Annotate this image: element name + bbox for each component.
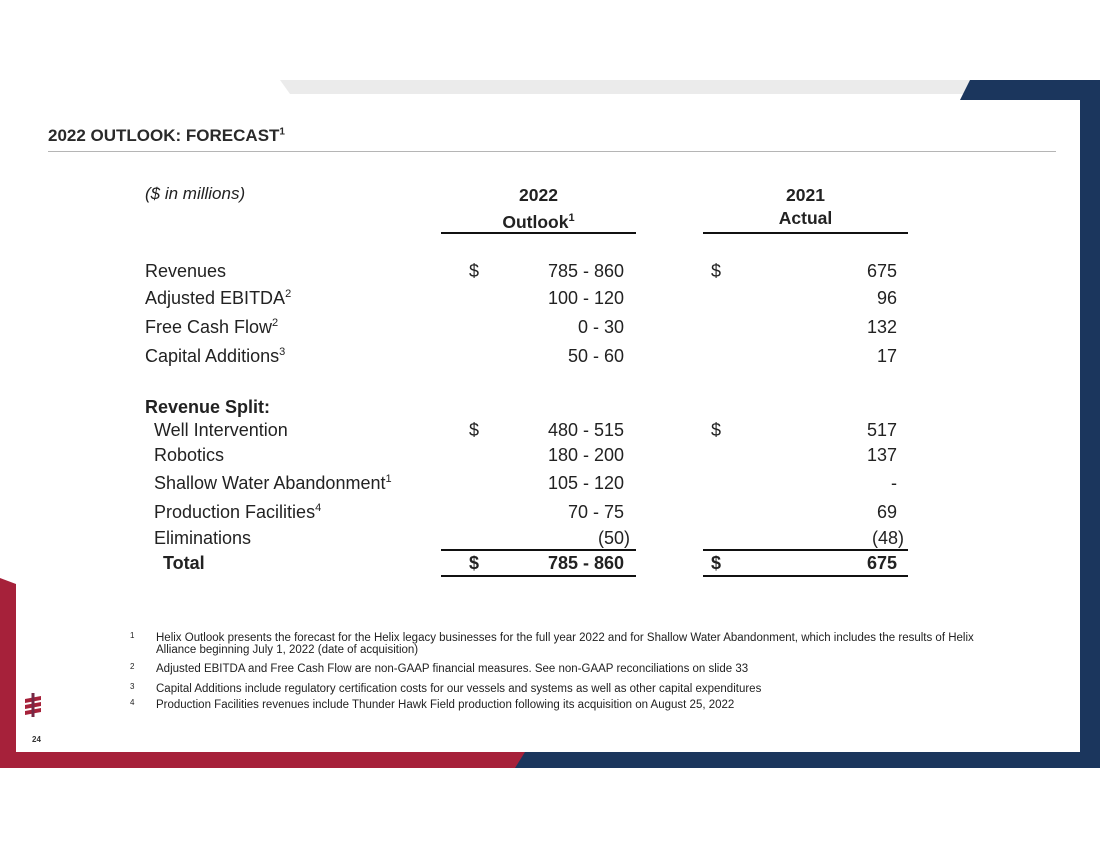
footnote-text: Helix Outlook presents the forecast for the Helix legacy businesses for the full year 2022 and for Shallow Water Abandonment, which includes the results of Helix Alliance beginning July 1, 2022 (date of acquisition) xyxy=(156,632,974,656)
currency-2022: $ xyxy=(469,553,480,573)
header-rule-2021 xyxy=(703,232,908,234)
bottom-red-bar xyxy=(0,752,530,768)
footnote-text: Production Facilities revenues include Thunder Hawk Field production following its acquisition on August 25, 2022 xyxy=(156,699,735,711)
value-2022: 480 - 515 xyxy=(547,420,624,440)
header-gray-band xyxy=(280,80,980,94)
units-note: ($ in millions) xyxy=(145,184,246,203)
total-label: Total xyxy=(163,553,205,573)
right-navy-border xyxy=(1080,80,1100,768)
row-label: Revenues xyxy=(145,261,227,281)
total-rule-2021 xyxy=(703,575,908,577)
row-label: Eliminations xyxy=(154,528,252,548)
title-divider xyxy=(48,151,1056,152)
currency-2021: $ xyxy=(711,261,722,281)
total-value-2021: 675 xyxy=(866,553,897,573)
value-2021: 675 xyxy=(866,261,897,281)
footnote-text: Capital Additions include regulatory certification costs for our vessels and systems as well as other capital expenditures xyxy=(156,683,762,695)
value-2021: 517 xyxy=(866,420,897,440)
value-2021: 69 xyxy=(876,502,897,522)
currency-2021: $ xyxy=(711,420,722,440)
header-navy-corner xyxy=(960,80,1100,100)
slide-title: 2022 OUTLOOK: FORECAST$^1$ xyxy=(48,126,285,145)
helix-logo-icon xyxy=(24,693,42,717)
value-2021: 132 xyxy=(866,317,897,337)
row-label: Well Intervention xyxy=(154,420,288,440)
revenue-split-heading: Revenue Split: xyxy=(145,397,271,417)
value-2022: 105 - 120 xyxy=(547,473,624,493)
row-label: Adjusted EBITDA$^2$ xyxy=(145,288,292,308)
column-header-2021: 2021 Actual xyxy=(778,185,833,228)
value-2021: (48) xyxy=(871,528,904,548)
row-label: Shallow Water Abandonment$^1$ xyxy=(154,473,392,493)
subtotal-rule-2022 xyxy=(441,549,636,551)
value-2022: 180 - 200 xyxy=(547,445,624,465)
value-2022: 0 - 30 xyxy=(577,317,624,337)
footnote-number: 2 xyxy=(130,662,135,671)
currency-2021: $ xyxy=(711,553,722,573)
currency-2022: $ xyxy=(469,420,480,440)
value-2022: 50 - 60 xyxy=(567,346,624,366)
value-2022: 100 - 120 xyxy=(547,288,624,308)
total-rule-2022 xyxy=(441,575,636,577)
header-rule-2022 xyxy=(441,232,636,234)
page-number: 24 xyxy=(32,735,41,744)
footnote-number: 1 xyxy=(130,631,135,640)
row-label: Capital Additions$^3$ xyxy=(145,346,286,366)
footnote-text: Adjusted EBITDA and Free Cash Flow are non-GAAP financial measures. See non-GAAP reconciliations on slide 33 xyxy=(156,663,749,675)
value-2021: 137 xyxy=(866,445,897,465)
left-red-bar xyxy=(0,578,16,758)
footnote-number: 3 xyxy=(130,682,135,691)
row-label: Production Facilities$^4$ xyxy=(154,502,322,522)
currency-2022: $ xyxy=(469,261,480,281)
value-2021: - xyxy=(891,473,897,493)
value-2022: 785 - 860 xyxy=(547,261,624,281)
bottom-navy-bar xyxy=(515,752,1100,768)
column-header-2022: 2022 Outlook$^1$ xyxy=(502,185,575,232)
row-label: Robotics xyxy=(154,445,225,465)
value-2022: 70 - 75 xyxy=(567,502,624,522)
footnote-number: 4 xyxy=(130,698,135,707)
value-2021: 17 xyxy=(876,346,897,366)
value-2022: (50) xyxy=(597,528,630,548)
subtotal-rule-2021 xyxy=(703,549,908,551)
value-2021: 96 xyxy=(876,288,897,308)
row-label: Free Cash Flow$^2$ xyxy=(145,317,279,337)
total-value-2022: 785 - 860 xyxy=(547,553,624,573)
